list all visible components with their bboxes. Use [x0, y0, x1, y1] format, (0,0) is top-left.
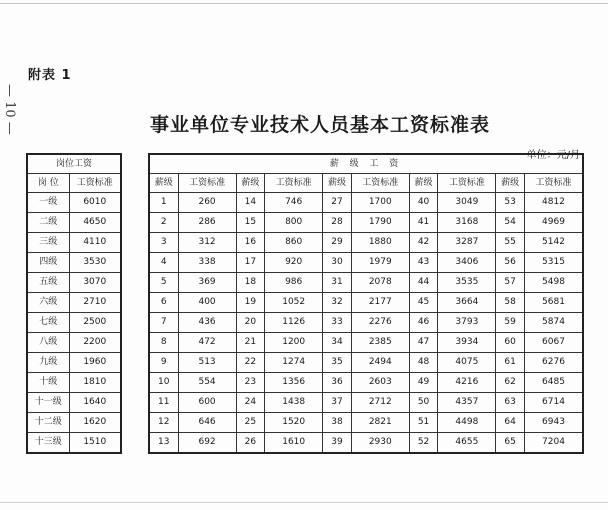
grade-standard-cell: 6943: [524, 413, 583, 433]
grade-level-cell: 51: [409, 413, 438, 433]
grade-standard-cell: 554: [178, 373, 236, 393]
grade-column-header: 薪级: [496, 174, 525, 193]
table-row: [149, 373, 583, 393]
table-row: [27, 213, 121, 233]
grade-standard-cell: 6714: [524, 393, 583, 413]
post-level-cell: 三级: [27, 233, 69, 253]
grade-level-cell: 25: [236, 413, 265, 433]
grade-standard-cell: 513: [178, 353, 236, 373]
table-row: [149, 313, 583, 333]
grade-standard-cell: 800: [265, 213, 323, 233]
table-row: [149, 353, 583, 373]
table-row: [27, 413, 121, 433]
grade-standard-cell: 3934: [438, 333, 496, 353]
grade-level-cell: 61: [496, 353, 525, 373]
post-standard-cell: 2500: [69, 313, 121, 333]
grade-level-cell: 13: [149, 433, 178, 454]
grade-standard-cell: 1979: [351, 253, 409, 273]
grade-standard-cell: 2276: [351, 313, 409, 333]
grade-standard-cell: 4357: [438, 393, 496, 413]
grade-level-cell: 52: [409, 433, 438, 454]
grade-standard-cell: 3049: [438, 193, 496, 213]
table-row: [149, 253, 583, 273]
grade-level-cell: 64: [496, 413, 525, 433]
grade-standard-cell: 5498: [524, 273, 583, 293]
post-standard-cell: 2200: [69, 333, 121, 353]
table-row: [27, 353, 121, 373]
grade-level-cell: 42: [409, 233, 438, 253]
grade-standard-column-header: 工资标准: [178, 174, 236, 193]
grade-level-cell: 18: [236, 273, 265, 293]
grade-standard-cell: 5681: [524, 293, 583, 313]
grade-level-cell: 22: [236, 353, 265, 373]
grade-standard-cell: 286: [178, 213, 236, 233]
post-standard-cell: 2710: [69, 293, 121, 313]
grade-level-cell: 63: [496, 393, 525, 413]
grade-level-cell: 45: [409, 293, 438, 313]
grade-level-cell: 15: [236, 213, 265, 233]
grade-level-cell: 23: [236, 373, 265, 393]
grade-standard-cell: 986: [265, 273, 323, 293]
grade-level-cell: 6: [149, 293, 178, 313]
table-row: [27, 373, 121, 393]
grade-level-cell: 48: [409, 353, 438, 373]
grade-standard-cell: 1880: [351, 233, 409, 253]
grade-level-cell: 41: [409, 213, 438, 233]
grade-standard-column-header: 工资标准: [265, 174, 323, 193]
bottom-border-line: [0, 502, 608, 503]
grade-standard-cell: 1790: [351, 213, 409, 233]
grade-level-cell: 36: [323, 373, 352, 393]
table-row: [149, 233, 583, 253]
grade-level-cell: 38: [323, 413, 352, 433]
grade-standard-cell: 2385: [351, 333, 409, 353]
grade-level-cell: 11: [149, 393, 178, 413]
grade-level-cell: 31: [323, 273, 352, 293]
grade-standard-cell: 4655: [438, 433, 496, 454]
grade-standard-column-header: 工资标准: [438, 174, 496, 193]
grade-level-cell: 55: [496, 233, 525, 253]
grade-level-cell: 62: [496, 373, 525, 393]
page-title: 事业单位专业技术人员基本工资标准表: [149, 114, 490, 136]
grade-level-cell: 28: [323, 213, 352, 233]
grade-level-cell: 27: [323, 193, 352, 213]
post-level-cell: 二级: [27, 213, 69, 233]
grade-standard-cell: 3535: [438, 273, 496, 293]
grade-level-cell: 30: [323, 253, 352, 273]
table-row: [149, 333, 583, 353]
grade-standard-cell: 1700: [351, 193, 409, 213]
post-level-cell: 八级: [27, 333, 69, 353]
grade-standard-cell: 1438: [265, 393, 323, 413]
table-row: [149, 273, 583, 293]
grade-standard-cell: 1274: [265, 353, 323, 373]
grade-standard-cell: 860: [265, 233, 323, 253]
grade-standard-cell: 2930: [351, 433, 409, 454]
post-level-cell: 十级: [27, 373, 69, 393]
grade-level-cell: 21: [236, 333, 265, 353]
grade-level-cell: 14: [236, 193, 265, 213]
grade-standard-cell: 600: [178, 393, 236, 413]
grade-salary-table: [148, 153, 584, 454]
grade-standard-cell: 4498: [438, 413, 496, 433]
grade-level-cell: 58: [496, 293, 525, 313]
grade-level-cell: 54: [496, 213, 525, 233]
grade-standard-cell: 4216: [438, 373, 496, 393]
table-row: [27, 293, 121, 313]
grade-standard-cell: 5874: [524, 313, 583, 333]
grade-standard-cell: 2078: [351, 273, 409, 293]
grade-standard-cell: 692: [178, 433, 236, 454]
table-row: [149, 293, 583, 313]
grade-column-header: 薪级: [323, 174, 352, 193]
table-row: [27, 253, 121, 273]
grade-level-cell: 59: [496, 313, 525, 333]
grade-standard-cell: 3168: [438, 213, 496, 233]
grade-standard-cell: 1520: [265, 413, 323, 433]
post-level-cell: 六级: [27, 293, 69, 313]
grade-standard-cell: 4812: [524, 193, 583, 213]
grade-standard-cell: 260: [178, 193, 236, 213]
table-row: [149, 433, 583, 454]
grade-standard-cell: 3406: [438, 253, 496, 273]
grade-level-cell: 40: [409, 193, 438, 213]
table-row: [149, 393, 583, 413]
grade-level-cell: 20: [236, 313, 265, 333]
post-level-cell: 七级: [27, 313, 69, 333]
grade-level-cell: 32: [323, 293, 352, 313]
grade-level-cell: 9: [149, 353, 178, 373]
post-level-cell: 一级: [27, 193, 69, 213]
grade-level-cell: 34: [323, 333, 352, 353]
grade-standard-cell: 369: [178, 273, 236, 293]
grade-standard-cell: 3287: [438, 233, 496, 253]
grade-standard-cell: 2603: [351, 373, 409, 393]
grade-level-cell: 7: [149, 313, 178, 333]
table-row: [27, 273, 121, 293]
grade-standard-cell: 1052: [265, 293, 323, 313]
grade-standard-cell: 6276: [524, 353, 583, 373]
grade-standard-cell: 3664: [438, 293, 496, 313]
grade-standard-cell: 920: [265, 253, 323, 273]
annex-label: 附表 1: [28, 68, 72, 83]
table-row: [27, 233, 121, 253]
post-standard-cell: 1810: [69, 373, 121, 393]
grade-level-cell: 49: [409, 373, 438, 393]
grade-standard-cell: 1200: [265, 333, 323, 353]
grade-standard-cell: 4075: [438, 353, 496, 373]
grade-level-cell: 37: [323, 393, 352, 413]
table-row: [149, 413, 583, 433]
grade-standard-cell: 1356: [265, 373, 323, 393]
grade-standard-cell: 472: [178, 333, 236, 353]
post-level-cell: 十三级: [27, 433, 69, 454]
grade-level-cell: 29: [323, 233, 352, 253]
grade-standard-cell: 4969: [524, 213, 583, 233]
post-standard-cell: 1620: [69, 413, 121, 433]
grade-level-cell: 19: [236, 293, 265, 313]
grade-standard-cell: 338: [178, 253, 236, 273]
post-level-cell: 五级: [27, 273, 69, 293]
grade-standard-cell: 436: [178, 313, 236, 333]
grade-level-cell: 1: [149, 193, 178, 213]
post-standard-cell: 3530: [69, 253, 121, 273]
table-row: [27, 313, 121, 333]
grade-level-cell: 12: [149, 413, 178, 433]
table-row: [27, 393, 121, 413]
post-table-group-header: 岗位工资: [27, 154, 121, 174]
page-number: — 10 —: [2, 84, 17, 135]
grade-level-cell: 8: [149, 333, 178, 353]
grade-standard-cell: 646: [178, 413, 236, 433]
grade-standard-cell: 2494: [351, 353, 409, 373]
grade-level-cell: 57: [496, 273, 525, 293]
grade-standard-cell: 1126: [265, 313, 323, 333]
grade-column-header: 薪级: [236, 174, 265, 193]
grade-level-cell: 39: [323, 433, 352, 454]
grade-standard-cell: 2821: [351, 413, 409, 433]
post-level-cell: 四级: [27, 253, 69, 273]
grade-standard-cell: 6067: [524, 333, 583, 353]
grade-standard-cell: 2712: [351, 393, 409, 413]
grade-standard-cell: 5142: [524, 233, 583, 253]
grade-level-cell: 4: [149, 253, 178, 273]
unit-label: 单位：元/月: [526, 150, 580, 161]
post-level-cell: 十一级: [27, 393, 69, 413]
grade-level-cell: 60: [496, 333, 525, 353]
salary-table-group-header: 薪 级 工 资: [149, 154, 583, 174]
grade-standard-column-header: 工资标准: [351, 174, 409, 193]
grade-level-cell: 26: [236, 433, 265, 454]
table-row: [27, 333, 121, 353]
post-standard-cell: 4110: [69, 233, 121, 253]
grade-level-cell: 17: [236, 253, 265, 273]
grade-standard-cell: 5315: [524, 253, 583, 273]
grade-level-cell: 44: [409, 273, 438, 293]
grade-level-cell: 50: [409, 393, 438, 413]
top-border-line: [0, 3, 608, 4]
grade-standard-cell: 7204: [524, 433, 583, 454]
grade-level-cell: 47: [409, 333, 438, 353]
grade-level-cell: 53: [496, 193, 525, 213]
post-standard-cell: 1960: [69, 353, 121, 373]
grade-standard-cell: 2177: [351, 293, 409, 313]
post-level-cell: 十二级: [27, 413, 69, 433]
grade-column-header: 薪级: [149, 174, 178, 193]
grade-standard-cell: 3793: [438, 313, 496, 333]
grade-level-cell: 43: [409, 253, 438, 273]
grade-standard-cell: 1610: [265, 433, 323, 454]
grade-standard-column-header: 工资标准: [524, 174, 583, 193]
table-row: [149, 193, 583, 213]
grade-standard-cell: 312: [178, 233, 236, 253]
grade-level-cell: 16: [236, 233, 265, 253]
grade-level-cell: 33: [323, 313, 352, 333]
grade-column-header: 薪级: [409, 174, 438, 193]
grade-level-cell: 2: [149, 213, 178, 233]
grade-level-cell: 10: [149, 373, 178, 393]
post-standard-cell: 4650: [69, 213, 121, 233]
grade-level-cell: 35: [323, 353, 352, 373]
post-standard-cell: 3070: [69, 273, 121, 293]
post-level-cell: 九级: [27, 353, 69, 373]
post-column-header: 岗 位: [27, 174, 69, 193]
grade-level-cell: 24: [236, 393, 265, 413]
table-row: [27, 433, 121, 454]
grade-level-cell: 65: [496, 433, 525, 454]
post-standard-column-header: 工资标准: [69, 174, 121, 193]
post-salary-table: [26, 153, 122, 454]
grade-standard-cell: 6485: [524, 373, 583, 393]
grade-level-cell: 5: [149, 273, 178, 293]
grade-level-cell: 46: [409, 313, 438, 333]
post-standard-cell: 6010: [69, 193, 121, 213]
grade-standard-cell: 400: [178, 293, 236, 313]
grade-level-cell: 56: [496, 253, 525, 273]
table-row: [27, 193, 121, 213]
post-standard-cell: 1510: [69, 433, 121, 454]
grade-standard-cell: 746: [265, 193, 323, 213]
grade-level-cell: 3: [149, 233, 178, 253]
post-standard-cell: 1640: [69, 393, 121, 413]
table-row: [149, 213, 583, 233]
